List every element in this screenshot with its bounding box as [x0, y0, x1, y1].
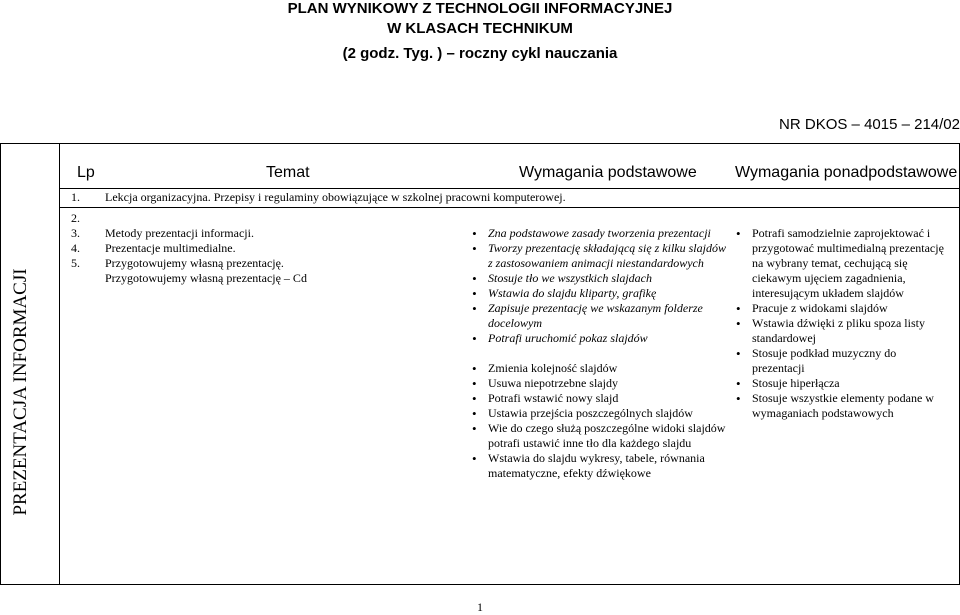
row-topic: Przygotowujemy własną prezentację. — [105, 256, 284, 270]
document-title: PLAN WYNIKOWY Z TECHNOLOGII INFORMACYJNEJ — [287, 0, 673, 17]
row-number: 3. — [71, 226, 80, 240]
column-header-advanced: Wymagania ponadpodstawowe — [735, 164, 958, 181]
list-item: • Wstawia do slajdu kliparty, grafikę — [488, 286, 726, 301]
list-item: • Stosuje podkład muzyczny do prezentacji — [752, 346, 948, 376]
list-item: • Pracuje z widokami slajdów — [752, 301, 948, 316]
row1-bottom-border — [60, 207, 960, 208]
list-item: • Stosuje tło we wszystkich slajdach — [488, 271, 726, 286]
column-header-temat: Temat — [266, 164, 310, 181]
list-item: • Potrafi samodzielnie zaprojektować i przygotować multimedialną prezentację na wybrany temat, cechującą się ciekawym ujęciem zagadnienia, interesującym układem slajdów — [752, 226, 948, 301]
table-top-border — [0, 143, 960, 144]
row-topic: Metody prezentacji informacji. — [105, 226, 254, 240]
row-number: 4. — [71, 241, 80, 255]
basic-requirements-list — [488, 226, 726, 481]
table-left-border — [0, 143, 1, 585]
list-item: • Potrafi uruchomić pokaz slajdów — [488, 331, 726, 346]
list-item: • Stosuje hiperłącza — [752, 376, 948, 391]
list-item: • Zapisuje prezentację we wskazanym folderze docelowym — [488, 301, 726, 331]
list-item: • Tworzy prezentację składającą się z kilku slajdów z zastosowaniem animacji niestandardowych — [488, 241, 726, 271]
section-column-border — [59, 143, 60, 585]
column-header-basic: Wymagania podstawowe — [519, 164, 697, 181]
table-row — [71, 190, 951, 205]
list-item: • Ustawia przejścia poszczególnych slajdów — [488, 406, 726, 421]
row-number: 2. — [71, 211, 80, 225]
row-topic: Lekcja organizacyjna. Przepisy i regulaminy obowiązujące w szkolnej pracowni komputerowej. — [105, 190, 566, 204]
column-header-lp: Lp — [77, 164, 95, 181]
list-item: • Zmienia kolejność slajdów — [488, 361, 726, 376]
list-item: • Potrafi wstawić nowy slajd — [488, 391, 726, 406]
list-item: • Usuwa niepotrzebne slajdy — [488, 376, 726, 391]
page-number: 1 — [477, 600, 483, 614]
list-item: • Wstawia dźwięki z pliku spoza listy standardowej — [752, 316, 948, 346]
header-bottom-border — [60, 188, 960, 189]
table-bottom-border — [0, 584, 960, 585]
section-label: PREZENTACJA INFORMACJI — [10, 268, 31, 516]
row-numbers — [71, 211, 101, 271]
list-item: • Wstawia do slajdu wykresy, tabele, równania matematyczne, efekty dźwiękowe — [488, 451, 726, 481]
advanced-requirements-list — [752, 226, 948, 421]
row-topic: Prezentacje multimedialne. — [105, 241, 236, 255]
document-subtitle-cycle: (2 godz. Tyg. ) – roczny cykl nauczania — [342, 45, 618, 62]
row-number: 5. — [71, 256, 80, 270]
list-item: • Wie do czego służą poszczególne widoki slajdów potrafi ustawić inne tło dla każdego slajdu — [488, 421, 726, 451]
row-topic: Przygotowujemy własną prezentację – Cd — [105, 271, 307, 285]
list-item: • Zna podstawowe zasady tworzenia prezentacji — [488, 226, 726, 241]
list-item: • Stosuje wszystkie elementy podane w wymaganiach podstawowych — [752, 391, 948, 421]
document-subtitle: W KLASACH TECHNIKUM — [387, 20, 573, 37]
row-number: 1. — [71, 190, 80, 204]
program-code: NR DKOS – 4015 – 214/02 — [779, 116, 960, 133]
row-topics — [105, 226, 365, 286]
